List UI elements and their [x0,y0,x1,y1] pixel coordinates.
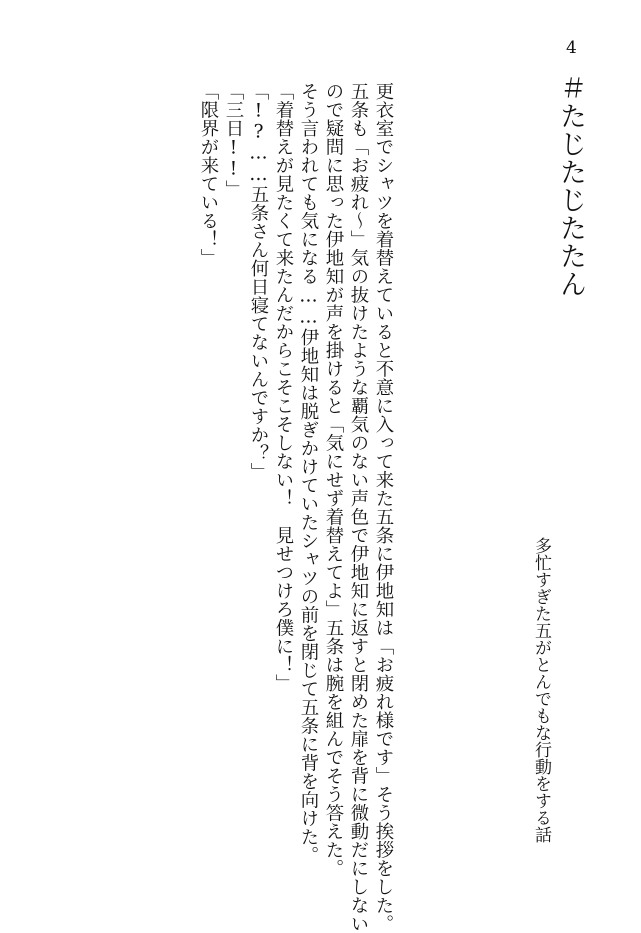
body-line: そう言われても気になる……伊地知は脱ぎかけていたシャツの前を閉じて五条に背を向けた。 [298,82,319,865]
body-line: 五条も「お疲れ〜」気の抜けたような覇気のない声色で伊地知に返すと閉めた扉を背に微動だにしない [348,82,369,933]
body-line: ので疑問に思った伊地知が声を掛けると「気にせず着替えてよ」五条は腕を組んでそう答えた。 [323,82,344,878]
story-body [196,82,396,933]
story-title: ＃たじたじたたん [555,74,586,298]
body-line: 「三日!!」 [223,82,244,199]
body-line: 「着替えが見たくて来たんだからこそこそしない！ 見せつけろ僕に！」 [273,82,294,693]
page-number: 4 [566,38,577,58]
body-line: 「!?……五条さん何日寝てないんですか？」 [248,82,269,481]
body-line: 「限界が来ている！」 [198,82,219,267]
body-line: 更衣室でシャツを着替えていると不意に入って来た五条に伊地知は「お疲れ様です」そう挨拶をした。 [373,82,394,933]
story-subtitle: 多忙すぎた五がとんでもな行動をする話 [531,537,551,843]
